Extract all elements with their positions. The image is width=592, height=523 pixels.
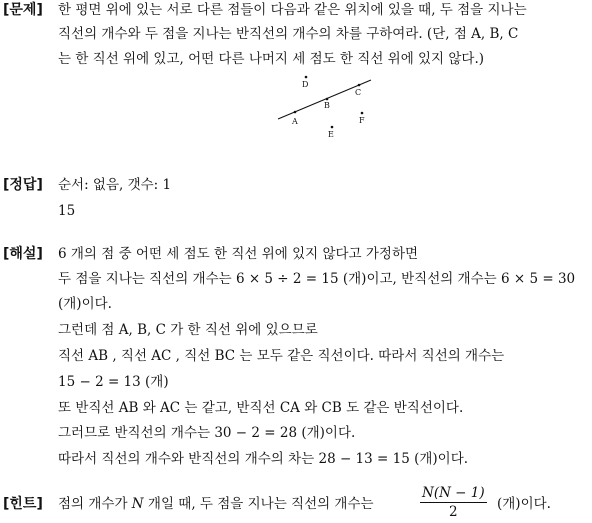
answer-line-1: 순서: 없음, 갯수: 1 [58, 177, 172, 193]
hint-tag: [힌트] [3, 496, 43, 512]
label-b: B [324, 101, 330, 110]
point-e [331, 126, 334, 129]
explanation-line-5: 직선 AB , 직선 AC , 직선 BC 는 모두 같은 직선이다. 따라서 직선의 개수는 [58, 348, 505, 364]
point-a [294, 111, 297, 114]
explanation-line-2: 두 점을 지나는 직선의 개수는 6 × 5 ÷ 2 = 15 (개)이고, 반직선의 개수는 6 × 5 = 30 [58, 271, 576, 287]
hint-fraction [420, 484, 487, 521]
point-d [305, 76, 308, 79]
explanation-line-3: (개)이다. [58, 296, 112, 312]
label-f: F [359, 116, 365, 125]
hint-line [58, 494, 374, 514]
explanation-line-8: 그러므로 반직선의 개수는 30 − 2 = 28 (개)이다. [58, 425, 356, 441]
line-through-abc [278, 80, 371, 119]
point-b [326, 98, 329, 101]
explanation-line-9: 따라서 직선의 개수와 반직선의 개수의 차는 28 − 13 = 15 (개)이다. [58, 451, 469, 467]
point-f [361, 112, 364, 115]
explanation-line-1: 6 개의 점 중 어떤 세 점도 한 직선 위에 있지 않다고 가정하면 [58, 246, 419, 262]
explanation-line-6: 15 − 2 = 13 (개) [58, 374, 169, 390]
label-a: A [292, 117, 298, 126]
label-e: E [328, 130, 334, 139]
problem-line-1: 한 평면 위에 있는 서로 다른 점들이 다음과 같은 위치에 있을 때, 두 점을 지나는 [58, 2, 527, 18]
explanation-line-7: 또 반직선 AB 와 AC 는 같고, 반직선 CA 와 CB 도 같은 반직선이다. [58, 400, 464, 416]
hint-text-after: (개)이다. [497, 496, 551, 512]
problem-line-3: 는 한 직선 위에 있고, 어떤 다른 나머지 세 점도 한 직선 위에 있지 않다.) [58, 51, 485, 67]
label-c: C [355, 88, 362, 97]
answer-tag: [정답] [3, 177, 43, 193]
answer-line-2: 15 [58, 203, 76, 219]
label-d: D [302, 80, 309, 89]
hint-variable: N [131, 496, 144, 512]
fraction-numerator: N(N − 1) [422, 485, 485, 501]
hint-text-before: 점의 개수가 [58, 496, 128, 512]
fraction-denominator: 2 [449, 504, 458, 520]
problem-line-2: 직선의 개수와 두 점을 지나는 반직선의 개수의 차를 구하여라. (단, 점 A, B, C [58, 26, 519, 42]
problem-tag: [문제] [3, 2, 43, 18]
explanation-line-4: 그런데 점 A, B, C 가 한 직선 위에 있으므로 [58, 322, 318, 338]
point-line-figure [270, 72, 380, 142]
hint-text-middle: 개일 때, 두 점을 지나는 직선의 개수는 [147, 496, 374, 512]
explanation-tag: [해설] [3, 246, 43, 262]
point-c [358, 84, 361, 87]
